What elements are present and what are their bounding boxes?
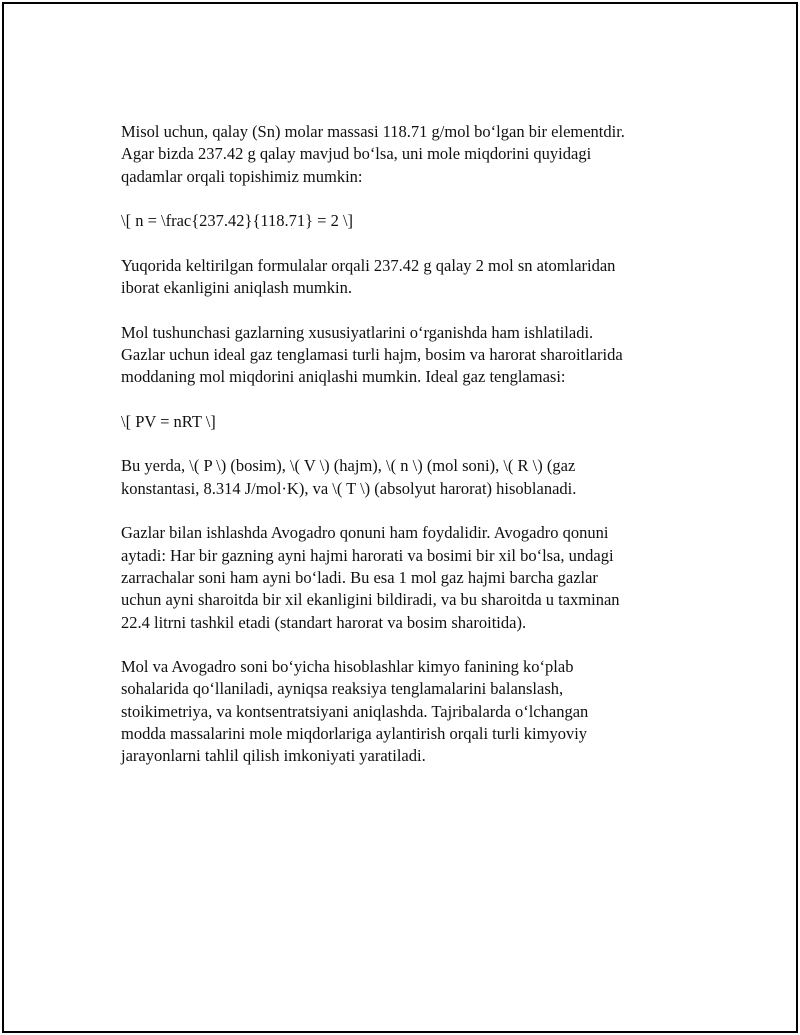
formula-ideal-gas: \[ PV = nRT \]: [121, 411, 216, 431]
paragraph-ideal-gas-intro: Mol tushunchasi gazlarning xususiyatlarini o‘rganishda ham ishlatiladi. Gazlar uchun ideal gaz tenglamasi turli hajm, bosim va harorat sharoitlarida moddaning mol miqdorini aniqlashi mumkin. Ideal gaz tenglamasi:: [121, 322, 623, 387]
paragraph-variables: Bu yerda, \( P \) (bosim), \( V \) (hajm), \( n \) (mol soni), \( R \) (gaz konstantasi, 8.314 J/mol·K), va \( T \) (absolyut harorat) hisoblanadi.: [121, 456, 577, 498]
page-frame: [2, 2, 798, 1033]
paragraph-result: Yuqorida keltirilgan formulalar orqali 237.42 g qalay 2 mol sn atomlaridan iborat ekanligini aniqlash mumkin.: [121, 255, 616, 298]
document-body: [121, 121, 696, 790]
paragraph-tin-example: Misol uchun, qalay (Sn) molar massasi 118.71 g/mol bo‘lgan bir elementdir. Agar bizda 237.42 g qalay mavjud bo‘lsa, uni mole miqdorini quyidagi qadamlar orqali topishimiz mumkin:: [121, 122, 625, 186]
formula-mole-calculation: \[ n = \frac{237.42}{118.71} = 2 \]: [121, 211, 354, 231]
paragraph-avogadro-law: Gazlar bilan ishlashda Avogadro qonuni ham foydalidir. Avogadro qonuni aytadi: Har bir gazning ayni hajmi harorati va bosimi bir xil bo‘lsa, undagi zarrachalar soni ham ayni bo‘ladi. Bu esa 1 mol gaz hajmi barcha gazlar uchun ayni sharoitda bir xil ekanligini bildiradi, va bu sharoitda u taxminan 22.4 litrni tashkil etadi (standart harorat va bosim sharoitida).: [121, 523, 620, 632]
paragraph-applications: Mol va Avogadro soni bo‘yicha hisoblashlar kimyo fanining ko‘plab sohalarida qo‘llaniladi, ayniqsa reaksiya tenglamalarini balanslash, stoikimetriya, va kontsentratsiyani aniqlashda. Tajribalarda o‘lchangan modda massalarini mole miqdorlariga aylantirish orqali turli kimyoviy jarayonlarni tahlil qilish imkoniyati yaratiladi.: [121, 657, 589, 766]
